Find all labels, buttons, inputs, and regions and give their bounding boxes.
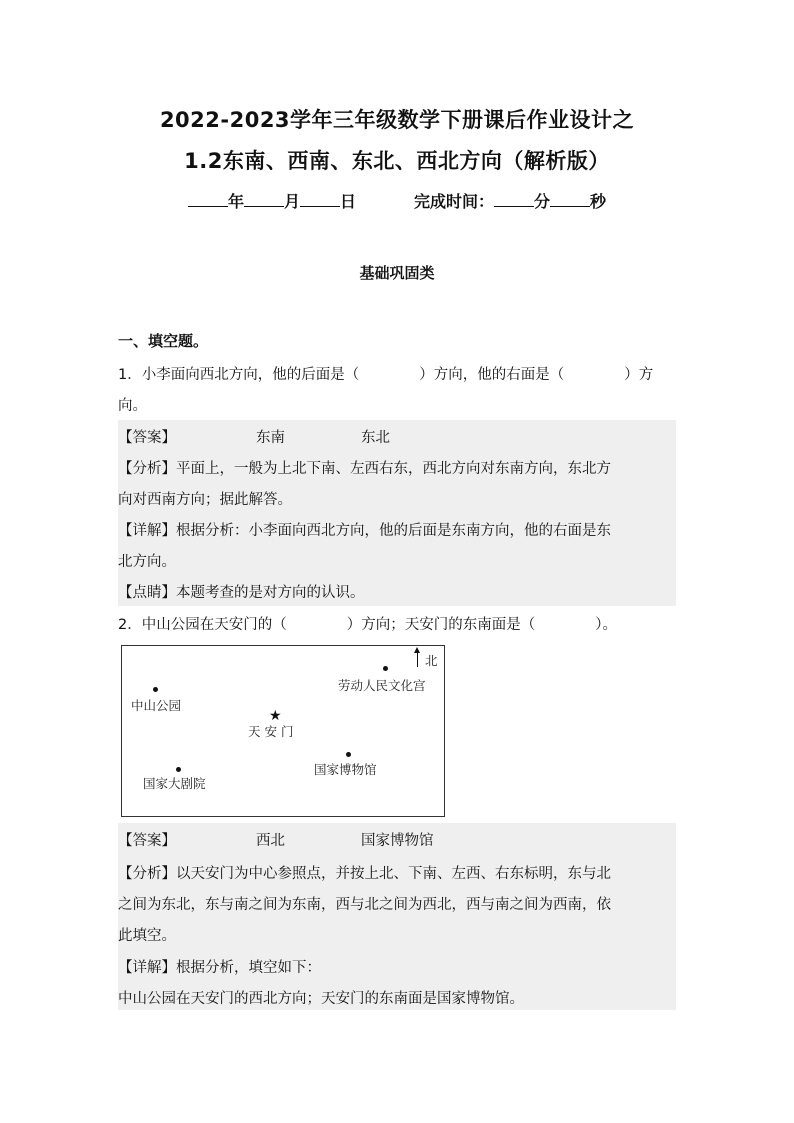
q2-solution-box xyxy=(118,823,676,1010)
q1-answer-2: 东北 xyxy=(361,430,390,446)
q1-answer-1: 东南 xyxy=(256,430,285,446)
document-title-line2: 1.2东南、西南、东北、西北方向（解析版） xyxy=(184,149,610,173)
second-label: 秒 xyxy=(590,192,607,211)
document-title-line1: 2022-2023学年三年级数学下册课后作业设计之 xyxy=(159,108,635,132)
month-blank xyxy=(244,192,284,207)
year-blank xyxy=(188,192,228,207)
q1-analysis-line2: 向对西南方向；据此解答。 xyxy=(118,492,292,508)
tiananmen-star-icon: ★ xyxy=(269,708,282,724)
q1-text xyxy=(118,363,653,384)
day-label: 日 xyxy=(339,192,356,211)
q2-text-b: ）方向；天安门的东南面是（ xyxy=(346,617,536,633)
q2-analysis-line3: 此填空。 xyxy=(118,928,176,944)
zhongshan-park-dot xyxy=(153,687,158,692)
q2-text-a: 2．中山公园在天安门的（ xyxy=(118,617,287,633)
labor-palace-label: 劳动人民文化宫 xyxy=(338,678,426,693)
minute-label: 分 xyxy=(534,192,551,211)
theater-dot xyxy=(176,767,181,772)
day-blank xyxy=(300,192,340,207)
q2-answer-2: 国家博物馆 xyxy=(361,833,434,849)
q1-solution-box xyxy=(118,420,676,606)
section-title: 基础巩固类 xyxy=(359,264,435,282)
q1-text-b: ）方向，他的右面是（ xyxy=(419,367,565,383)
museum-dot xyxy=(346,752,351,757)
q1-detail-line1: 【详解】根据分析：小李面向西北方向，他的后面是东南方向，他的右面是东 xyxy=(118,523,611,539)
year-label: 年 xyxy=(227,192,244,211)
part-heading: 一、填空题。 xyxy=(118,332,209,350)
tiananmen-label: 天 安 门 xyxy=(248,724,294,739)
month-label: 月 xyxy=(283,192,300,211)
minute-blank xyxy=(494,192,534,207)
labor-palace-dot xyxy=(383,666,388,671)
q2-answer-1: 西北 xyxy=(256,833,285,849)
q1-answer-tag: 【答案】 xyxy=(118,430,176,446)
theater-label: 国家大剧院 xyxy=(143,776,206,791)
q1-text-c: ）方 xyxy=(624,367,654,383)
north-arrow-icon xyxy=(417,651,418,667)
time-label: 完成时间： xyxy=(414,192,495,211)
q1-text-a: 1．小李面向西北方向，他的后面是（ xyxy=(118,367,360,383)
q1-text-cont: 向。 xyxy=(118,398,147,414)
q2-answer-tag: 【答案】 xyxy=(118,833,176,849)
direction-map xyxy=(121,645,445,817)
date-time-line xyxy=(0,189,794,212)
q2-detail-line1: 【详解】根据分析，填空如下： xyxy=(118,960,321,976)
zhongshan-park-label: 中山公园 xyxy=(131,698,182,713)
second-blank xyxy=(550,192,590,207)
q2-detail-line2: 中山公园在天安门的西北方向；天安门的东南面是国家博物馆。 xyxy=(118,991,524,1007)
q2-text-c: ）。 xyxy=(595,617,617,633)
museum-label: 国家博物馆 xyxy=(314,762,377,777)
q1-comment: 【点睛】本题考查的是对方向的认识。 xyxy=(118,585,365,601)
north-label: 北 xyxy=(425,653,438,668)
q2-analysis-line2: 之间为东北，东与南之间为东南，西与北之间为西北，西与南之间为西南，依 xyxy=(118,897,611,913)
q1-detail-line2: 北方向。 xyxy=(118,554,176,570)
q1-analysis-line1: 【分析】平面上，一般为上北下南、左西右东，西北方向对东南方向，东北方 xyxy=(118,461,611,477)
q2-analysis-line1: 【分析】以天安门为中心参照点，并按上北、下南、左西、右东标明，东与北 xyxy=(118,866,611,882)
q2-text xyxy=(118,613,617,634)
